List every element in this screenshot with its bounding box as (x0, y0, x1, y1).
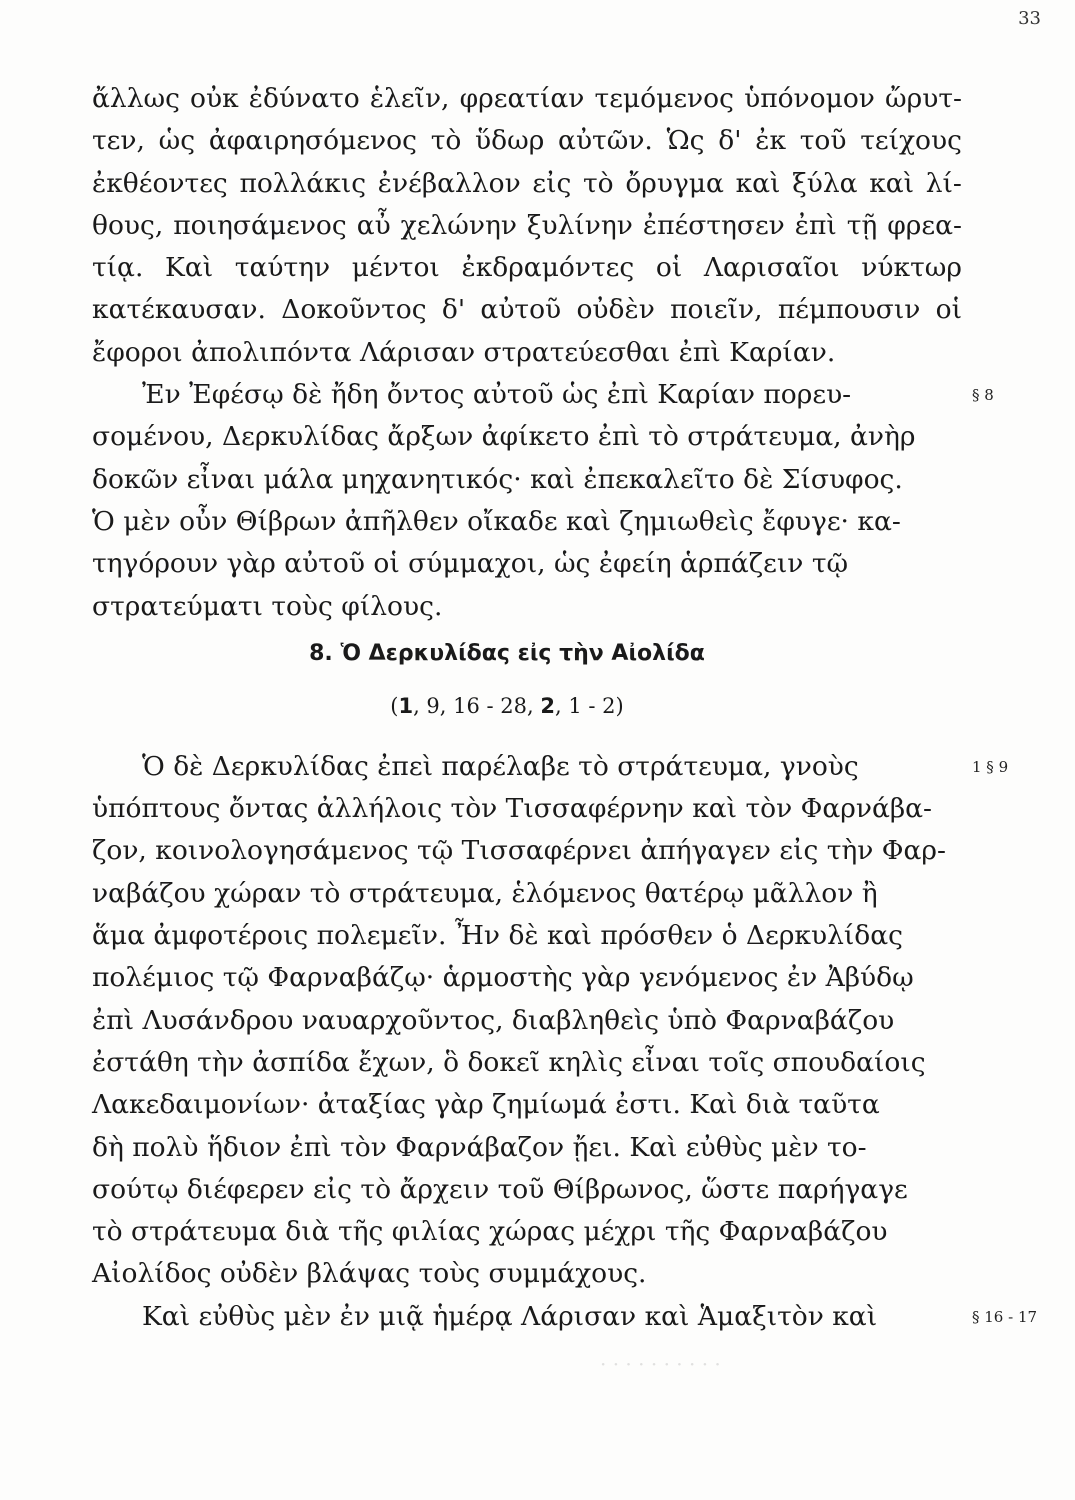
word: ποιεῖν, (670, 294, 763, 326)
word: ὑπόνομον (744, 83, 875, 114)
word: τοῦ (799, 125, 847, 157)
text-line: Λακεδαιμονίων· ἀταξίας γὰρ ζημίωμά ἐστι. Καὶ διὰ ταῦτα (92, 1089, 880, 1121)
ref-close-paren: ) (615, 693, 624, 718)
word: Λαρισαῖοι (703, 252, 840, 284)
word: καὶ (735, 167, 781, 199)
paragraph-1 (92, 78, 962, 374)
word: ὡς (158, 125, 196, 157)
word: Δοκοῦντος (281, 294, 427, 326)
text-line: Ὁ μὲν οὖν Θίβρων ἀπῆλθεν οἴκαδε καὶ ζημιωθεὶς ἔφυγε· κα- (92, 505, 901, 537)
text-line: ἔφοροι ἀπολιπόντα Λάρισαν στρατεύεσθαι ἐπὶ Καρίαν. (92, 336, 836, 368)
word: ἀφαιρησόμενος (208, 125, 417, 157)
word: πέμπουσιν (777, 294, 921, 326)
text-line: δοκῶν εἶναι μάλα μηχανητικός· καὶ ἐπεκαλεῖτο δὲ Σίσυφος. (92, 463, 903, 495)
text-line-content: Καὶ εὐθὺς μὲν ἐν μιᾷ ἡμέρᾳ Λάρισαν καὶ Ἁμαξιτὸν καὶ (142, 1300, 878, 1332)
text-line (92, 78, 962, 120)
text-line: τὸ στράτευμα διὰ τῆς φιλίας χώρας μέχρι τῆς Φαρναβάζου (92, 1216, 888, 1248)
word: ἐπὶ (794, 209, 837, 241)
word: πολλάκις (239, 167, 367, 199)
word: οὐδὲν (576, 294, 655, 326)
text-line (92, 374, 994, 416)
page-number: 33 (1018, 8, 1041, 29)
word: νύκτωρ (861, 252, 962, 284)
word: δ' (441, 294, 466, 326)
word: οἱ (935, 294, 962, 326)
text-line: τηγόρουν γὰρ αὐτοῦ οἱ σύμμαχοι, ὡς ἐφείη ἁρπάζειν τῷ (92, 548, 849, 580)
word: ἐκδραμόντες (461, 252, 635, 284)
word: χελώνην (400, 209, 517, 241)
paragraph-4 (92, 1296, 1038, 1338)
word: ἐδύνατο (248, 83, 360, 114)
word: τὸ (583, 167, 614, 199)
word: ταύτην (234, 252, 331, 284)
word: φρεα- (887, 209, 962, 241)
word: τεμόμενος (594, 83, 734, 114)
text-line: ἅμα ἀμφοτέροις πολεμεῖν. Ἦν δὲ καὶ πρόσθεν ὁ Δερκυλίδας (92, 920, 903, 952)
word: ἄλλως (92, 83, 180, 114)
text-line: ζον, κοινολογησάμενος τῷ Τισσαφέρνει ἀπήγαγεν εἰς τὴν Φαρ- (92, 835, 946, 867)
text-line: ὑπόπτους ὄντας ἀλλήλοις τὸν Τισσαφέρνην καὶ τὸν Φαρνάβα- (92, 793, 933, 825)
text-line-content: Ὁ δὲ Δερκυλίδας ἐπεὶ παρέλαβε τὸ στράτευμα, γνοὺς (142, 750, 859, 782)
text-line (92, 1296, 1038, 1338)
word: θους, (92, 209, 164, 241)
text-line (92, 205, 962, 247)
text-line: ναβάζου χώραν τὸ στράτευμα, ἑλόμενος θατέρῳ μᾶλλον ἢ (92, 877, 878, 909)
word: ξυλίνην (526, 209, 633, 241)
word: Καὶ (165, 252, 214, 284)
paragraph-3 (92, 746, 1009, 1296)
word: οὐκ (190, 83, 239, 114)
word: λί- (925, 167, 962, 199)
margin-section-ref: § 16 - 17 (972, 1307, 1038, 1326)
word: τεν, (92, 125, 145, 157)
section-reference (92, 680, 962, 732)
word: ἐπέστησεν (642, 209, 785, 241)
word: οἱ (655, 252, 683, 284)
word: τῇ (846, 209, 878, 241)
text-line-content: Ἐν Ἐφέσῳ δὲ ἤδη ὄντος αὐτοῦ ὡς ἐπὶ Καρίαν πορευ- (142, 379, 852, 411)
section-title: 8. Ὁ Δερκυλίδας εἰς τὴν Αἰολίδα (309, 640, 705, 666)
word: αὐτῶν. (558, 125, 653, 157)
ref-open-paren: ( (390, 693, 399, 718)
text-line (92, 120, 962, 162)
text-line (92, 163, 962, 205)
word: τίᾳ. (92, 252, 144, 284)
word: ἐκθέοντες (92, 167, 228, 199)
ref-range: , 1 - 2 (555, 693, 616, 718)
margin-section-ref: § 8 (972, 386, 994, 405)
word: τὸ (430, 125, 462, 157)
word: Ὡς (666, 125, 705, 157)
text-line: στρατεύματι τοὺς φίλους. (92, 590, 443, 622)
text-line: πολέμιος τῷ Φαρναβάζῳ· ἁρμοστὴς γὰρ γενόμενος ἐν Ἀβύδῳ (92, 962, 914, 994)
word: ἐνέβαλλον (377, 167, 521, 199)
text-line: σομένου, Δερκυλίδας ἄρξων ἀφίκετο ἐπὶ τὸ στράτευμα, ἀνὴρ (92, 421, 916, 453)
ref-book-number: 2 (540, 693, 556, 718)
text-line: ἐστάθη τὴν ἀσπίδα ἔχων, ὃ δοκεῖ κηλὶς εἶναι τοῖς σπουδαίοις (92, 1046, 926, 1078)
text-line: δὴ πολὺ ἥδιον ἐπὶ τὸν Φαρνάβαζον ᾔει. Καὶ εὐθὺς μὲν το- (92, 1131, 867, 1163)
main-text (92, 78, 1038, 1338)
word: δ' (718, 125, 742, 157)
ref-book-number: 1 (398, 693, 414, 718)
text-line: ἐπὶ Λυσάνδρου ναυαρχοῦντος, διαβληθεὶς ὑπὸ Φαρναβάζου (92, 1004, 895, 1036)
word: ἐκ (755, 125, 787, 157)
word: μέντοι (351, 252, 440, 284)
word: ξύλα (792, 167, 858, 199)
text-line: Αἰολίδος οὐδὲν βλάψας τοὺς συμμάχους. (92, 1258, 647, 1290)
word: ἑλεῖν, (369, 83, 450, 114)
word: ὤρυτ- (885, 83, 962, 114)
text-line (92, 746, 1009, 788)
word: καὶ (869, 167, 915, 199)
word: αὖ (356, 209, 391, 241)
spacer (92, 732, 962, 746)
ref-range: , 9, 16 - 28, (413, 693, 541, 718)
text-line (92, 289, 962, 331)
paragraph-2 (92, 374, 994, 628)
word: κατέκαυσαν. (92, 294, 266, 326)
word: φρεατίαν (459, 83, 585, 114)
word: ὄρυγμα (625, 167, 724, 199)
margin-section-ref: 1 § 9 (972, 757, 1009, 776)
word: εἰς (532, 167, 572, 199)
text-line: σούτῳ διέφερεν εἰς τὸ ἄρχειν τοῦ Θίβρωνος, ὥστε παρήγαγε (92, 1173, 908, 1205)
text-line (92, 247, 962, 289)
word: τείχους (860, 125, 962, 157)
word: αὐτοῦ (480, 294, 562, 326)
show-through-text: · · · · · · · · · · (600, 1352, 721, 1376)
word: ποιησάμενος (173, 209, 347, 241)
word: ὕδωρ (475, 125, 545, 157)
